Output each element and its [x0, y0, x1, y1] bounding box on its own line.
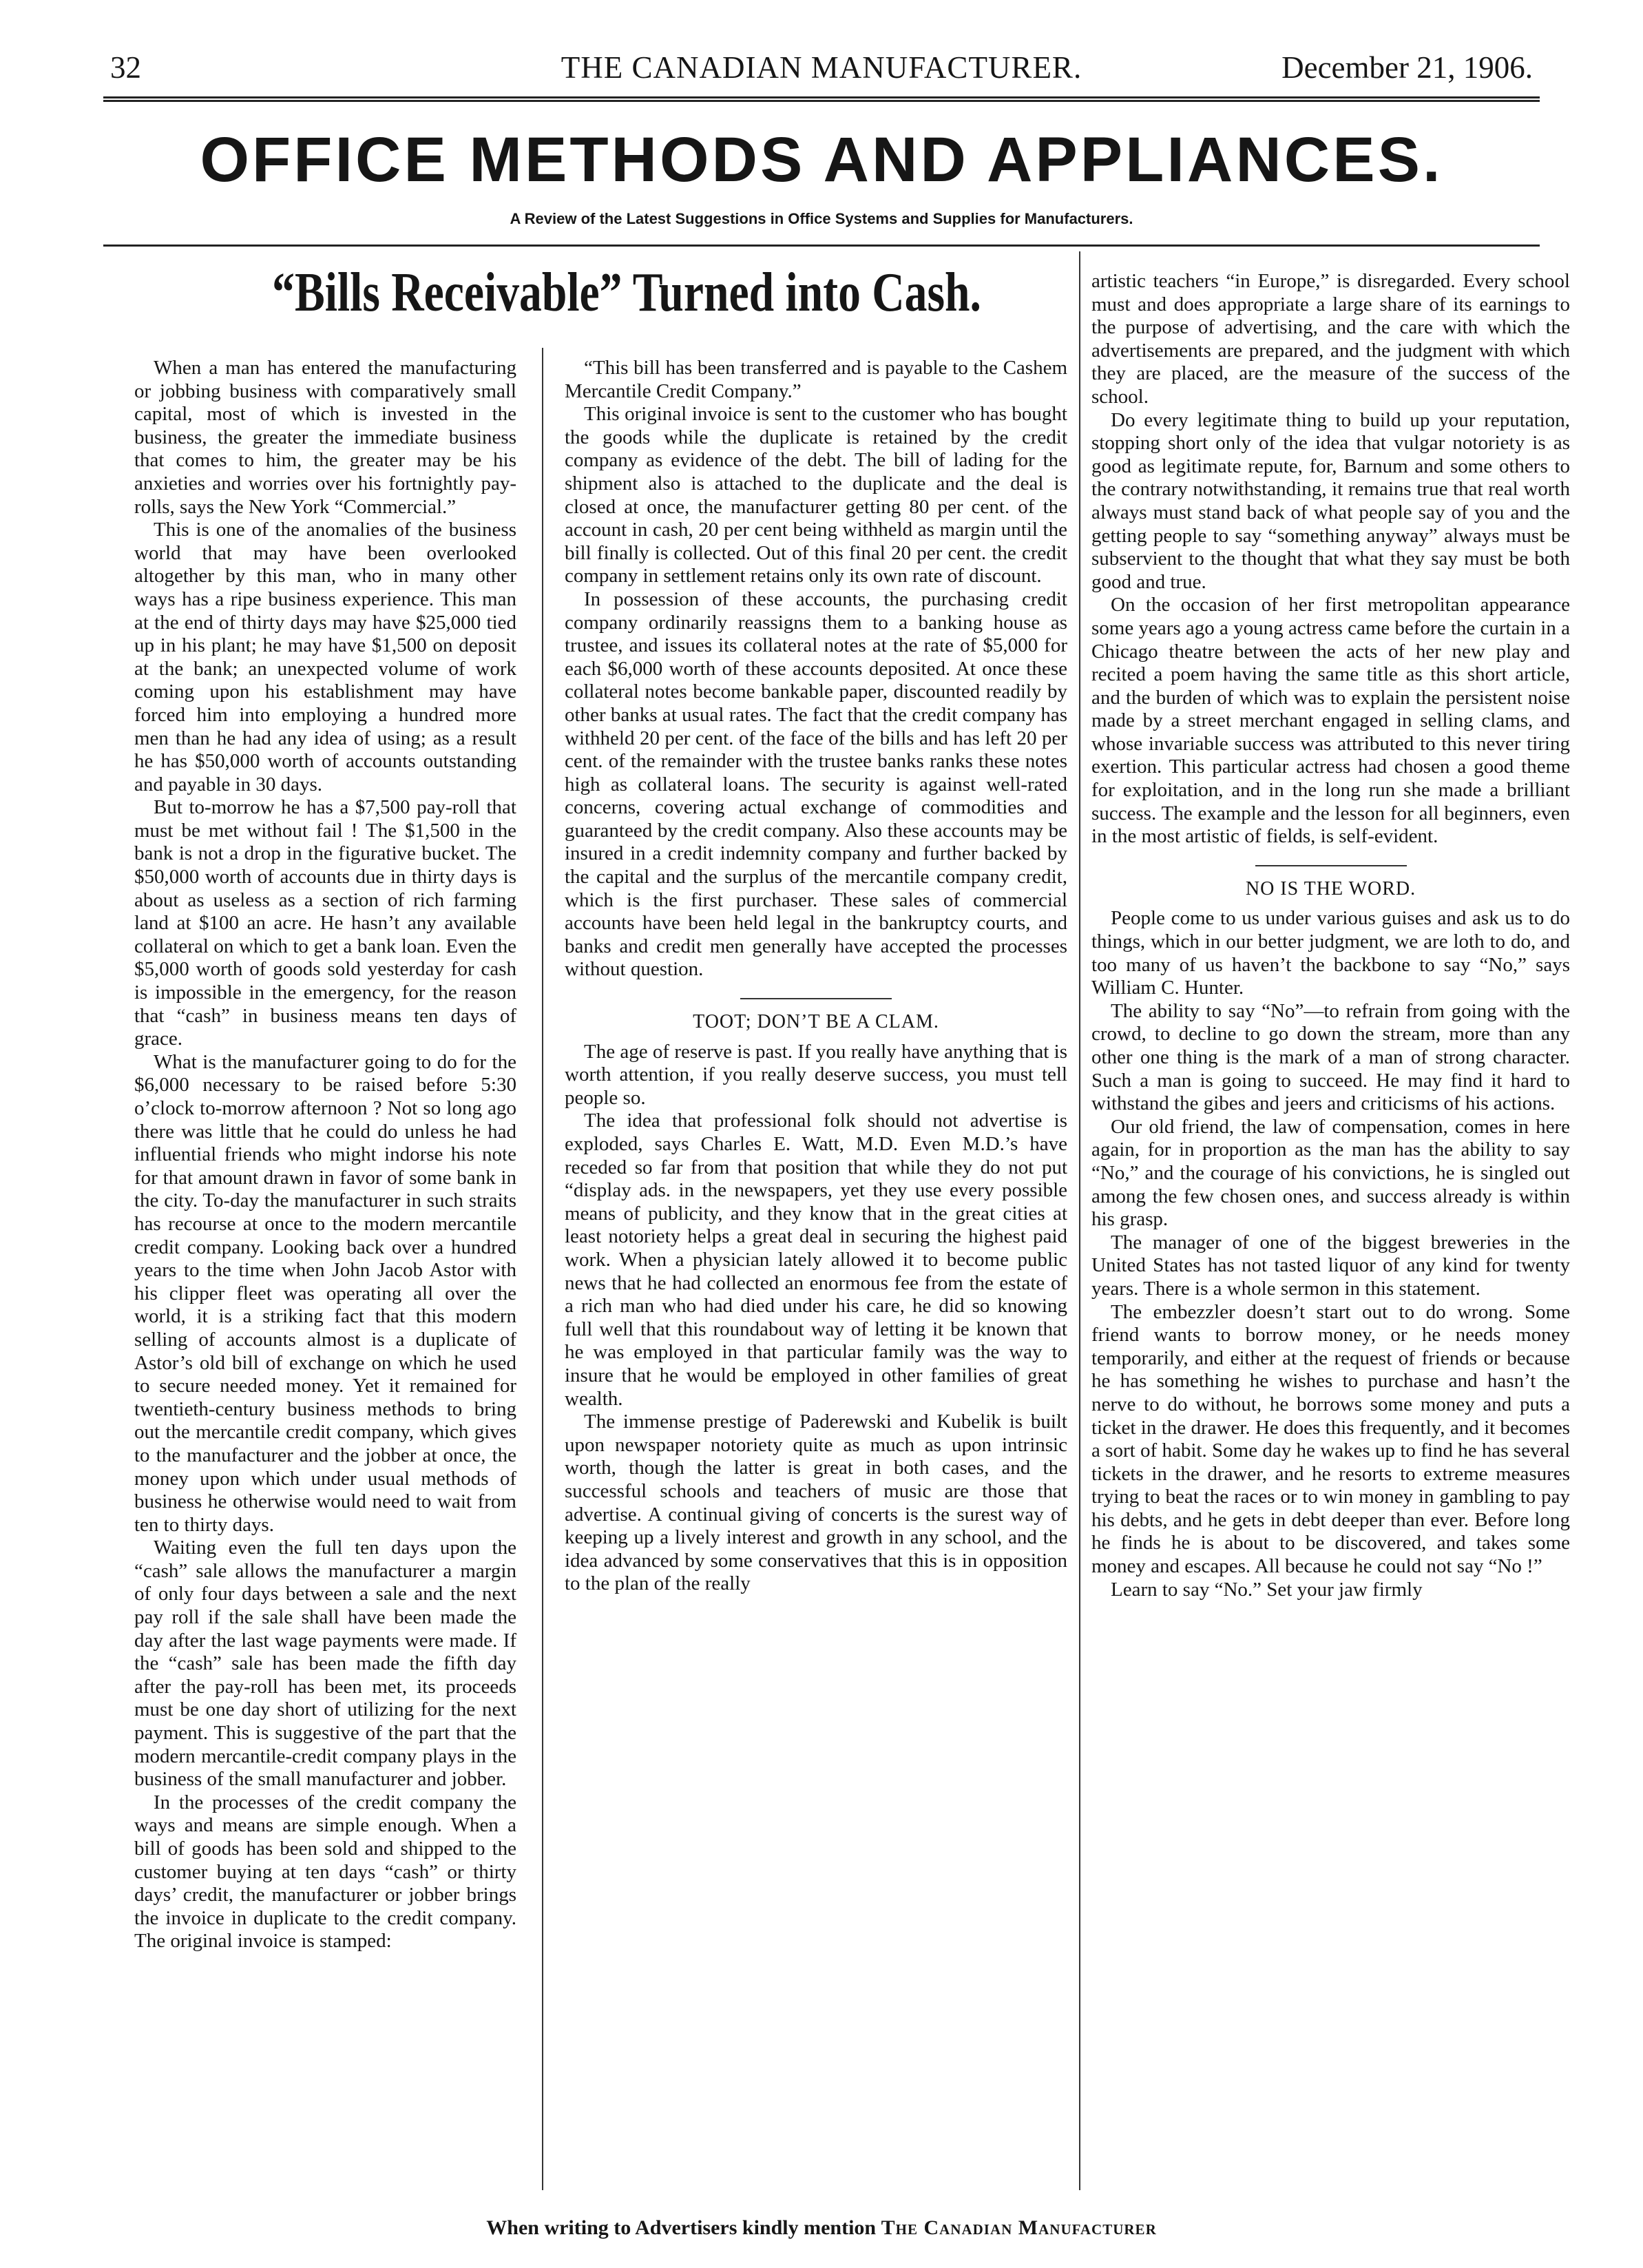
section-subtitle: A Review of the Latest Suggestions in Office Systems and Supplies for Manufacturers. [510, 210, 1133, 227]
article-title: TOOT; DON’T BE A CLAM. [693, 1011, 939, 1033]
article-headline: “Bills Receivable” Turned into Cash. [272, 262, 981, 323]
paragraph: Learn to say “No.” Set your jaw firmly [1111, 1578, 1423, 1601]
article-title: NO IS THE WORD. [1245, 877, 1416, 899]
paragraph: The manager of one of the biggest breweries in the United States has not tasted liquor of any kind for twenty years. There is a whole sermon in this statement. [1091, 1231, 1570, 1300]
paragraph: In the processes of the credit company the ways and means are simple enough. When a bill of goods has been sold and shipped to the customer buying at ten days “cash” or thirty days’ credit, the manufacturer or jobber brings the invoice in duplicate to the credit company. The original invoice is stamped: [134, 1791, 516, 1953]
paragraph: In possession of these accounts, the purchasing credit company ordinarily reassigns them to a banking house as trustee, and issues its collateral notes at the rate of $5,000 for each $6,000 worth of these accounts deposited. At once these collateral notes become bankable paper, discounted readily by other banks at usual rates. The fact that the credit company has withheld 20 per cent. of the face of the bills and has left 20 per cent. of the remainder with the trustee banks ranks these notes high as collateral loans. The security is against well-rated concerns, covering actual exchange of commodities and guaranteed by the credit company. Also these accounts may be insured in a credit indemnity company and further backed by the capital and the surplus of the mercantile company credit, which is the first purchaser. These sales of commercial accounts have been held legal in the bankruptcy courts, and banks and credit men generally have accepted the processes without question. [565, 587, 1067, 981]
top-rule-thin [103, 100, 1540, 102]
article-separator [740, 998, 892, 999]
footer-text: When writing to Advertisers kindly mention [486, 2216, 877, 2239]
column-rule-1 [542, 348, 543, 2190]
column-rule-2 [1079, 251, 1080, 2190]
page-footer [0, 2216, 1643, 2240]
column-3 [1091, 270, 1570, 1601]
paragraph: The ability to say “No”—to refrain from going with the crowd, to decline to go down the stream, more than any other one thing is the mark of a man of strong character. Such a man is going to succeed. He may find it hard to withstand the gibes and jeers and criticisms of his actions. [1091, 999, 1570, 1115]
paragraph: This original invoice is sent to the customer who has bought the goods while the duplicate is retained by the credit company as evidence of the debt. The bill of lading for the shipment also is attached to the duplicate and the deal is closed at once, the manufacturer getting 80 per cent. of the account in cash, 20 per cent being withheld as margin until the bill finally is collected. Out of this final 20 per cent. the credit company in settlement retains only its own rate of discount. [565, 403, 1067, 587]
running-head [103, 43, 1540, 91]
footer-journal: The Canadian Manufacturer [881, 2216, 1157, 2239]
paragraph: On the occasion of her first metropolitan appearance some years ago a young actress came before the curtain in a Chicago theatre between the acts of her new play and recited a poem having the same title as this short article, and the burden of which was to explain the persistent noise made by a street merchant engaged in selling clams, and whose invariable success was attributed to this never tiring exertion. This particular actress had chosen a good theme for exploitation, and in the long run she made a brilliant success. The example and the lesson for all beginners, even in the most artistic of fields, is self-evident. [1091, 594, 1570, 848]
paragraph: The embezzler doesn’t start out to do wrong. Some friend wants to borrow money, or he needs money temporarily, and either at the request of friends or because he has something he wishes to purchase and hasn’t the nerve to do without, he borrows some money and puts a ticket in the drawer. He does this frequently, and it becomes a sort of habit. Some day he wakes up to find he has several tickets in the drawer, and he resorts to extreme measures trying to beat the races or to win money in gambling to pay his debts, and he gets in debt deeper than ever. Before long he finds he is about to be discovered, and takes some money and escapes. All because he could not say “No !” [1091, 1300, 1570, 1578]
paragraph: Do every legitimate thing to build up your reputation, stopping short only of the idea that vulgar notoriety is as good as legitimate repute, for, Barnum and some others to the contrary notwithstanding, it remains true that real worth always must stand back of what people say of you and the getting people to say “something anyway” always must be subservient to the thought that what they say must be both good and true. [1091, 408, 1570, 593]
paragraph: People come to us under various guises and ask us to do things, which in our better judgment, we are loth to do, and too many of us haven’t the backbone to say “No,” says William C. Hunter. [1091, 907, 1570, 999]
paragraph: When a man has entered the manufacturing or jobbing business with comparatively small capital, most of which is invested in the business, the greater the immediate business that comes to him, the greater may be his anxieties and worries over his fortnightly pay-rolls, says the New York “Commercial.” [134, 357, 516, 518]
paragraph: “This bill has been transferred and is payable to the Cashem Mercantile Credit Company.” [565, 357, 1067, 402]
paragraph: The age of reserve is past. If you really have anything that is worth attention, if you really deserve success, you must tell people so. [565, 1040, 1067, 1109]
top-rule [103, 96, 1540, 98]
section-rule [103, 245, 1540, 247]
issue-date: December 21, 1906. [1281, 50, 1533, 85]
paragraph: The immense prestige of Paderewski and Kubelik is built upon newspaper notoriety quite as much as upon intrinsic worth, though the latter is great in both cases, and the successful schools and teachers of music are those that advertise. A continual giving of concerts is the surest way of keeping up a lively interest and growth in any school, and the idea advanced by some conservatives that this is in opposition to the plan of the really [565, 1411, 1067, 1595]
section-title: OFFICE METHODS AND APPLIANCES. [200, 125, 1443, 195]
paragraph: This is one of the anomalies of the business world that may have been overlooked altogether by this man, who in many other ways has a ripe business experience. This man at the end of thirty days may have $25,000 tied up in his plant; he may have $1,500 on deposit at the bank; an unexpected volume of work coming upon his establishment may have forced him into employing a hundred more men than he had any idea of using; as a result he has $50,000 worth of accounts outstanding and payable in 30 days. [134, 519, 516, 795]
paragraph: What is the manufacturer going to do for the $6,000 necessary to be raised before 5:30 o’clock to-morrow afternoon ? Not so long ago there was little that he could do unless he had influential friends who might indorse his note for that amount drawn in favor of some bank in the city. To-day the manufacturer in such straits has recourse at once to the modern mercantile credit company. Looking back over a hundred years to the time when John Jacob Astor with his clipper fleet was operating all over the world, it is a striking fact that this modern selling of accounts almost is a duplicate of Astor’s old bill of exchange on which he used to secure needed money. Yet it remained for twentieth-century business methods to bring out the mercantile credit company, which gives to the manufacturer and the jobber at once, the money upon which under usual methods of business he otherwise would need to wait from ten to thirty days. [134, 1050, 516, 1536]
journal-title: THE CANADIAN MANUFACTURER. [561, 50, 1082, 85]
article-separator [1255, 865, 1407, 866]
paragraph: Waiting even the full ten days upon the “cash” sale allows the manufacturer a margin of only four days between a sale and the next pay roll if the sale shall have been made the day after the last wage payments were made. If the “cash” sale has been made the fifth day after the pay-roll has been met, its proceeds must be one day short of utilizing for the next payment. This is suggestive of the part that the modern mercantile-credit company plays in the business of the small manufacturer and jobber. [134, 1537, 516, 1791]
column-1 [134, 357, 516, 1953]
page-number: 32 [110, 50, 141, 85]
paragraph: The idea that professional folk should not advertise is exploded, says Charles E. Watt, M.D. Even M.D.’s have receded so far from that position that while they do not put “display ads. in the newspapers, yet they use every possible means of publicity, and they know that in the great cities at least notoriety helps a great deal in securing the highest paid work. When a physician lately allowed it to become public news that he had collected an enormous fee from the estate of a rich man who had died under his care, he did so knowing full well that this roundabout way of letting it be known that he was employed in that particular family was the way to insure that he would be employed in other families of great wealth. [565, 1110, 1067, 1410]
paragraph: Our old friend, the law of compensation, comes in here again, for in proportion as the man has the ability to say “No,” and the courage of his convictions, he is singled out among the few chosen ones, and success already is within his grasp. [1091, 1115, 1570, 1231]
column-2 [565, 357, 1067, 1596]
paragraph: But to-morrow he has a $7,500 pay-roll that must be met without fail ! The $1,500 in the bank is not a drop in the figurative bucket. The $50,000 worth of accounts due in thirty days is about as useless as a section of rich farming land at $100 an acre. He hasn’t any available collateral on which to get a bank loan. Even the $5,000 worth of goods sold yesterday for cash is impossible in the emergency, for the reason that “cash” in business means ten days of grace. [134, 796, 516, 1050]
paragraph: artistic teachers “in Europe,” is disregarded. Every school must and does appropriate a large share of its earnings to the purpose of advertising, and the care with which the advertisements are prepared, and the judgment with which they are placed, are the measure of the success of the school. [1091, 270, 1570, 408]
